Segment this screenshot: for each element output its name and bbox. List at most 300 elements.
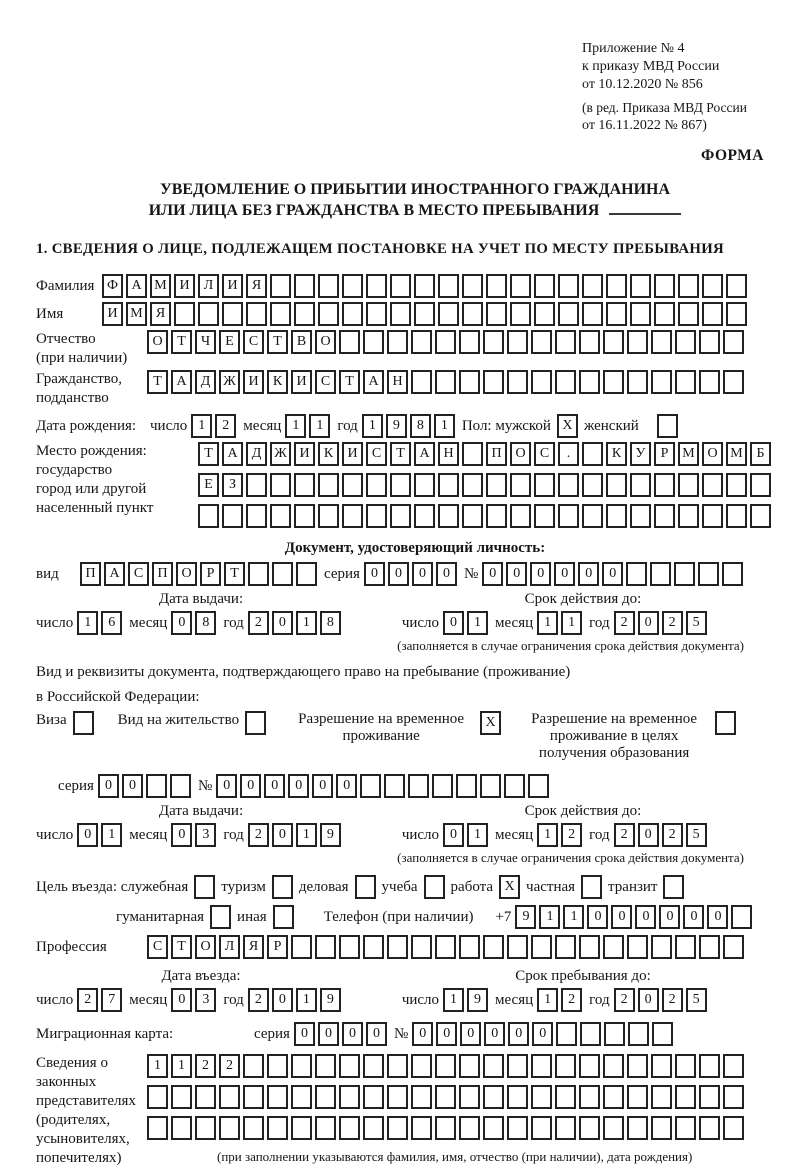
char-cell[interactable]: 1 — [309, 414, 330, 438]
char-cell[interactable] — [579, 1085, 600, 1109]
char-cell[interactable] — [462, 302, 483, 326]
char-cell[interactable]: 9 — [320, 823, 341, 847]
char-cell[interactable]: 2 — [77, 988, 98, 1012]
char-cell[interactable] — [411, 1085, 432, 1109]
char-cell[interactable] — [459, 935, 480, 959]
checkbox[interactable] — [581, 875, 602, 899]
char-cell[interactable]: Я — [243, 935, 264, 959]
char-cell[interactable]: О — [176, 562, 197, 586]
char-cell[interactable] — [651, 330, 672, 354]
char-cell[interactable] — [726, 504, 747, 528]
char-cell[interactable] — [456, 774, 477, 798]
char-cell[interactable] — [486, 473, 507, 497]
char-cell[interactable] — [678, 302, 699, 326]
char-cell[interactable] — [171, 1116, 192, 1140]
char-cell[interactable]: 0 — [122, 774, 143, 798]
char-cell[interactable] — [654, 302, 675, 326]
char-cell[interactable] — [414, 504, 435, 528]
char-cell[interactable]: 0 — [240, 774, 261, 798]
char-cell[interactable] — [528, 774, 549, 798]
char-cell[interactable] — [147, 1116, 168, 1140]
char-cell[interactable]: 1 — [443, 988, 464, 1012]
char-cell[interactable]: 5 — [686, 611, 707, 635]
char-cell[interactable] — [654, 504, 675, 528]
char-cell[interactable]: 2 — [248, 611, 269, 635]
char-cell[interactable]: 3 — [195, 823, 216, 847]
char-cell[interactable] — [579, 370, 600, 394]
char-cell[interactable]: 0 — [98, 774, 119, 798]
char-cell[interactable] — [579, 1054, 600, 1078]
char-cell[interactable]: О — [702, 442, 723, 466]
char-cell[interactable]: С — [243, 330, 264, 354]
char-cell[interactable]: 0 — [443, 823, 464, 847]
char-cell[interactable]: 0 — [602, 562, 623, 586]
char-cell[interactable]: 0 — [638, 611, 659, 635]
char-cell[interactable] — [531, 935, 552, 959]
char-cell[interactable]: 0 — [436, 1022, 457, 1046]
char-cell[interactable]: 5 — [686, 988, 707, 1012]
char-cell[interactable]: И — [342, 442, 363, 466]
char-cell[interactable] — [603, 1054, 624, 1078]
char-cell[interactable] — [726, 473, 747, 497]
char-cell[interactable] — [294, 302, 315, 326]
char-cell[interactable]: 0 — [554, 562, 575, 586]
char-cell[interactable] — [339, 330, 360, 354]
char-cell[interactable] — [267, 1116, 288, 1140]
char-cell[interactable] — [246, 473, 267, 497]
char-cell[interactable]: 0 — [508, 1022, 529, 1046]
char-cell[interactable]: Д — [195, 370, 216, 394]
char-cell[interactable]: П — [486, 442, 507, 466]
char-cell[interactable]: 0 — [638, 988, 659, 1012]
char-cell[interactable] — [270, 274, 291, 298]
char-cell[interactable] — [267, 1054, 288, 1078]
char-cell[interactable]: Е — [219, 330, 240, 354]
char-cell[interactable] — [408, 774, 429, 798]
char-cell[interactable]: Н — [387, 370, 408, 394]
char-cell[interactable] — [582, 473, 603, 497]
char-cell[interactable]: О — [147, 330, 168, 354]
char-cell[interactable] — [651, 1054, 672, 1078]
char-cell[interactable] — [652, 1022, 673, 1046]
char-cell[interactable] — [726, 274, 747, 298]
char-cell[interactable] — [432, 774, 453, 798]
char-cell[interactable] — [243, 1054, 264, 1078]
char-cell[interactable]: П — [152, 562, 173, 586]
char-cell[interactable]: 0 — [312, 774, 333, 798]
char-cell[interactable] — [699, 1085, 720, 1109]
char-cell[interactable]: Д — [246, 442, 267, 466]
char-cell[interactable] — [702, 274, 723, 298]
char-cell[interactable]: 0 — [482, 562, 503, 586]
char-cell[interactable] — [651, 1085, 672, 1109]
char-cell[interactable]: Ч — [195, 330, 216, 354]
char-cell[interactable]: 2 — [561, 823, 582, 847]
char-cell[interactable] — [678, 504, 699, 528]
char-cell[interactable] — [603, 370, 624, 394]
char-cell[interactable] — [722, 562, 743, 586]
char-cell[interactable]: 0 — [264, 774, 285, 798]
char-cell[interactable]: 2 — [195, 1054, 216, 1078]
char-cell[interactable] — [414, 302, 435, 326]
checkbox[interactable] — [194, 875, 215, 899]
char-cell[interactable] — [627, 1116, 648, 1140]
char-cell[interactable]: 0 — [171, 988, 192, 1012]
char-cell[interactable]: О — [510, 442, 531, 466]
char-cell[interactable]: 1 — [467, 823, 488, 847]
checkbox[interactable] — [424, 875, 445, 899]
char-cell[interactable] — [603, 330, 624, 354]
char-cell[interactable] — [198, 504, 219, 528]
char-cell[interactable] — [723, 935, 744, 959]
char-cell[interactable]: Н — [438, 442, 459, 466]
char-cell[interactable] — [534, 274, 555, 298]
char-cell[interactable] — [483, 1116, 504, 1140]
char-cell[interactable]: 0 — [635, 905, 656, 929]
char-cell[interactable] — [363, 330, 384, 354]
char-cell[interactable]: 0 — [638, 823, 659, 847]
char-cell[interactable] — [531, 1085, 552, 1109]
char-cell[interactable] — [435, 1116, 456, 1140]
char-cell[interactable] — [480, 774, 501, 798]
char-cell[interactable] — [723, 1054, 744, 1078]
char-cell[interactable]: 0 — [364, 562, 385, 586]
char-cell[interactable]: 1 — [296, 988, 317, 1012]
char-cell[interactable] — [459, 1116, 480, 1140]
char-cell[interactable]: О — [195, 935, 216, 959]
char-cell[interactable] — [699, 935, 720, 959]
char-cell[interactable] — [675, 1085, 696, 1109]
char-cell[interactable]: И — [102, 302, 123, 326]
char-cell[interactable] — [222, 504, 243, 528]
char-cell[interactable]: 1 — [285, 414, 306, 438]
char-cell[interactable] — [510, 473, 531, 497]
char-cell[interactable] — [291, 1116, 312, 1140]
char-cell[interactable]: Я — [150, 302, 171, 326]
char-cell[interactable] — [174, 302, 195, 326]
char-cell[interactable] — [294, 473, 315, 497]
char-cell[interactable] — [750, 473, 771, 497]
char-cell[interactable]: 8 — [195, 611, 216, 635]
char-cell[interactable] — [556, 1022, 577, 1046]
char-cell[interactable] — [243, 1116, 264, 1140]
char-cell[interactable]: Я — [246, 274, 267, 298]
char-cell[interactable] — [414, 274, 435, 298]
char-cell[interactable] — [558, 302, 579, 326]
char-cell[interactable] — [387, 1085, 408, 1109]
char-cell[interactable] — [342, 473, 363, 497]
char-cell[interactable] — [582, 302, 603, 326]
char-cell[interactable] — [387, 1054, 408, 1078]
char-cell[interactable]: У — [630, 442, 651, 466]
char-cell[interactable]: Ж — [219, 370, 240, 394]
char-cell[interactable] — [198, 302, 219, 326]
char-cell[interactable] — [507, 1085, 528, 1109]
char-cell[interactable] — [483, 370, 504, 394]
char-cell[interactable] — [459, 1054, 480, 1078]
char-cell[interactable] — [606, 504, 627, 528]
char-cell[interactable] — [510, 302, 531, 326]
char-cell[interactable]: 1 — [467, 611, 488, 635]
char-cell[interactable] — [270, 473, 291, 497]
char-cell[interactable] — [723, 330, 744, 354]
char-cell[interactable]: 0 — [443, 611, 464, 635]
char-cell[interactable] — [390, 504, 411, 528]
char-cell[interactable]: 0 — [707, 905, 728, 929]
char-cell[interactable] — [723, 1116, 744, 1140]
char-cell[interactable] — [579, 1116, 600, 1140]
char-cell[interactable]: 8 — [410, 414, 431, 438]
char-cell[interactable]: 2 — [219, 1054, 240, 1078]
char-cell[interactable] — [219, 1116, 240, 1140]
char-cell[interactable] — [675, 1116, 696, 1140]
char-cell[interactable] — [579, 330, 600, 354]
char-cell[interactable] — [483, 935, 504, 959]
char-cell[interactable]: 0 — [171, 611, 192, 635]
char-cell[interactable]: В — [291, 330, 312, 354]
char-cell[interactable] — [702, 473, 723, 497]
char-cell[interactable]: Ж — [270, 442, 291, 466]
char-cell[interactable] — [699, 1054, 720, 1078]
checkbox[interactable]: X — [499, 875, 520, 899]
char-cell[interactable]: 0 — [342, 1022, 363, 1046]
char-cell[interactable]: 3 — [195, 988, 216, 1012]
char-cell[interactable] — [390, 473, 411, 497]
char-cell[interactable]: 0 — [171, 823, 192, 847]
char-cell[interactable] — [555, 330, 576, 354]
char-cell[interactable] — [291, 935, 312, 959]
char-cell[interactable] — [650, 562, 671, 586]
char-cell[interactable] — [750, 504, 771, 528]
char-cell[interactable] — [483, 1085, 504, 1109]
char-cell[interactable]: 8 — [320, 611, 341, 635]
char-cell[interactable]: 0 — [530, 562, 551, 586]
char-cell[interactable]: И — [291, 370, 312, 394]
char-cell[interactable] — [363, 1054, 384, 1078]
char-cell[interactable]: 2 — [248, 988, 269, 1012]
char-cell[interactable] — [339, 1116, 360, 1140]
char-cell[interactable] — [702, 504, 723, 528]
char-cell[interactable]: 1 — [101, 823, 122, 847]
char-cell[interactable]: 0 — [366, 1022, 387, 1046]
char-cell[interactable] — [246, 302, 267, 326]
char-cell[interactable]: 0 — [272, 988, 293, 1012]
char-cell[interactable]: Т — [390, 442, 411, 466]
char-cell[interactable] — [651, 1116, 672, 1140]
char-cell[interactable] — [342, 302, 363, 326]
char-cell[interactable]: К — [318, 442, 339, 466]
char-cell[interactable]: П — [80, 562, 101, 586]
char-cell[interactable] — [411, 935, 432, 959]
char-cell[interactable]: А — [222, 442, 243, 466]
char-cell[interactable]: М — [126, 302, 147, 326]
char-cell[interactable] — [486, 302, 507, 326]
char-cell[interactable] — [510, 504, 531, 528]
char-cell[interactable]: 9 — [515, 905, 536, 929]
char-cell[interactable]: Т — [171, 935, 192, 959]
char-cell[interactable] — [411, 1054, 432, 1078]
char-cell[interactable] — [534, 504, 555, 528]
char-cell[interactable]: 1 — [171, 1054, 192, 1078]
char-cell[interactable]: А — [104, 562, 125, 586]
char-cell[interactable]: 0 — [412, 562, 433, 586]
char-cell[interactable]: А — [126, 274, 147, 298]
char-cell[interactable] — [366, 473, 387, 497]
char-cell[interactable] — [411, 370, 432, 394]
char-cell[interactable] — [675, 1054, 696, 1078]
char-cell[interactable]: 1 — [296, 611, 317, 635]
char-cell[interactable] — [315, 935, 336, 959]
char-cell[interactable]: 1 — [77, 611, 98, 635]
char-cell[interactable] — [675, 935, 696, 959]
char-cell[interactable] — [654, 274, 675, 298]
char-cell[interactable] — [580, 1022, 601, 1046]
char-cell[interactable] — [579, 935, 600, 959]
char-cell[interactable]: Т — [171, 330, 192, 354]
char-cell[interactable] — [459, 370, 480, 394]
char-cell[interactable] — [411, 1116, 432, 1140]
char-cell[interactable] — [582, 504, 603, 528]
char-cell[interactable] — [363, 1116, 384, 1140]
char-cell[interactable] — [459, 1085, 480, 1109]
char-cell[interactable] — [555, 1085, 576, 1109]
char-cell[interactable] — [147, 1085, 168, 1109]
char-cell[interactable]: 1 — [537, 823, 558, 847]
checkbox[interactable] — [273, 905, 294, 929]
char-cell[interactable] — [483, 330, 504, 354]
char-cell[interactable]: 0 — [318, 1022, 339, 1046]
char-cell[interactable] — [483, 1054, 504, 1078]
char-cell[interactable]: 2 — [215, 414, 236, 438]
char-cell[interactable]: 2 — [662, 823, 683, 847]
char-cell[interactable] — [507, 330, 528, 354]
char-cell[interactable] — [435, 935, 456, 959]
checkbox[interactable]: X — [480, 711, 501, 735]
char-cell[interactable] — [651, 935, 672, 959]
char-cell[interactable] — [675, 330, 696, 354]
char-cell[interactable] — [534, 302, 555, 326]
char-cell[interactable]: 1 — [539, 905, 560, 929]
char-cell[interactable] — [411, 330, 432, 354]
char-cell[interactable]: Б — [750, 442, 771, 466]
char-cell[interactable] — [699, 370, 720, 394]
checkbox[interactable] — [210, 905, 231, 929]
char-cell[interactable]: К — [606, 442, 627, 466]
char-cell[interactable] — [555, 935, 576, 959]
char-cell[interactable]: И — [243, 370, 264, 394]
char-cell[interactable]: 0 — [216, 774, 237, 798]
char-cell[interactable]: 2 — [248, 823, 269, 847]
checkbox[interactable] — [663, 875, 684, 899]
char-cell[interactable]: 0 — [659, 905, 680, 929]
char-cell[interactable] — [366, 274, 387, 298]
char-cell[interactable] — [628, 1022, 649, 1046]
char-cell[interactable]: 0 — [388, 562, 409, 586]
char-cell[interactable]: И — [222, 274, 243, 298]
checkbox[interactable] — [355, 875, 376, 899]
char-cell[interactable] — [438, 274, 459, 298]
char-cell[interactable] — [366, 302, 387, 326]
char-cell[interactable]: С — [366, 442, 387, 466]
checkbox[interactable] — [715, 711, 736, 735]
char-cell[interactable] — [603, 1085, 624, 1109]
checkbox[interactable] — [657, 414, 678, 438]
char-cell[interactable]: С — [128, 562, 149, 586]
char-cell[interactable]: 0 — [532, 1022, 553, 1046]
char-cell[interactable]: О — [315, 330, 336, 354]
char-cell[interactable]: 1 — [362, 414, 383, 438]
char-cell[interactable] — [387, 935, 408, 959]
char-cell[interactable] — [435, 330, 456, 354]
char-cell[interactable] — [558, 473, 579, 497]
char-cell[interactable] — [146, 774, 167, 798]
char-cell[interactable] — [555, 1054, 576, 1078]
char-cell[interactable]: С — [534, 442, 555, 466]
char-cell[interactable] — [195, 1116, 216, 1140]
char-cell[interactable] — [296, 562, 317, 586]
char-cell[interactable] — [507, 1116, 528, 1140]
char-cell[interactable]: 0 — [611, 905, 632, 929]
char-cell[interactable]: Р — [200, 562, 221, 586]
char-cell[interactable] — [678, 473, 699, 497]
char-cell[interactable] — [438, 302, 459, 326]
char-cell[interactable] — [510, 274, 531, 298]
char-cell[interactable] — [555, 1116, 576, 1140]
char-cell[interactable]: 0 — [272, 823, 293, 847]
char-cell[interactable] — [731, 905, 752, 929]
char-cell[interactable]: 9 — [320, 988, 341, 1012]
char-cell[interactable] — [459, 330, 480, 354]
char-cell[interactable]: Л — [219, 935, 240, 959]
char-cell[interactable] — [387, 330, 408, 354]
char-cell[interactable] — [462, 442, 483, 466]
char-cell[interactable] — [630, 473, 651, 497]
char-cell[interactable] — [630, 504, 651, 528]
char-cell[interactable] — [531, 1054, 552, 1078]
char-cell[interactable] — [270, 302, 291, 326]
char-cell[interactable]: 0 — [578, 562, 599, 586]
char-cell[interactable] — [435, 1054, 456, 1078]
char-cell[interactable] — [384, 774, 405, 798]
char-cell[interactable] — [726, 302, 747, 326]
char-cell[interactable]: 9 — [467, 988, 488, 1012]
checkbox[interactable] — [245, 711, 266, 735]
char-cell[interactable]: 1 — [434, 414, 455, 438]
char-cell[interactable] — [318, 274, 339, 298]
char-cell[interactable]: 5 — [686, 823, 707, 847]
char-cell[interactable]: 1 — [563, 905, 584, 929]
char-cell[interactable] — [342, 274, 363, 298]
char-cell[interactable]: 1 — [191, 414, 212, 438]
char-cell[interactable]: Р — [654, 442, 675, 466]
char-cell[interactable]: И — [294, 442, 315, 466]
char-cell[interactable]: Т — [339, 370, 360, 394]
checkbox[interactable] — [272, 875, 293, 899]
char-cell[interactable] — [248, 562, 269, 586]
checkbox[interactable]: X — [557, 414, 578, 438]
char-cell[interactable] — [627, 1085, 648, 1109]
char-cell[interactable] — [360, 774, 381, 798]
char-cell[interactable] — [558, 274, 579, 298]
checkbox[interactable] — [73, 711, 94, 735]
char-cell[interactable] — [699, 1116, 720, 1140]
char-cell[interactable] — [342, 504, 363, 528]
char-cell[interactable] — [435, 370, 456, 394]
char-cell[interactable]: А — [171, 370, 192, 394]
char-cell[interactable]: 2 — [614, 988, 635, 1012]
char-cell[interactable] — [531, 1116, 552, 1140]
char-cell[interactable]: 0 — [412, 1022, 433, 1046]
